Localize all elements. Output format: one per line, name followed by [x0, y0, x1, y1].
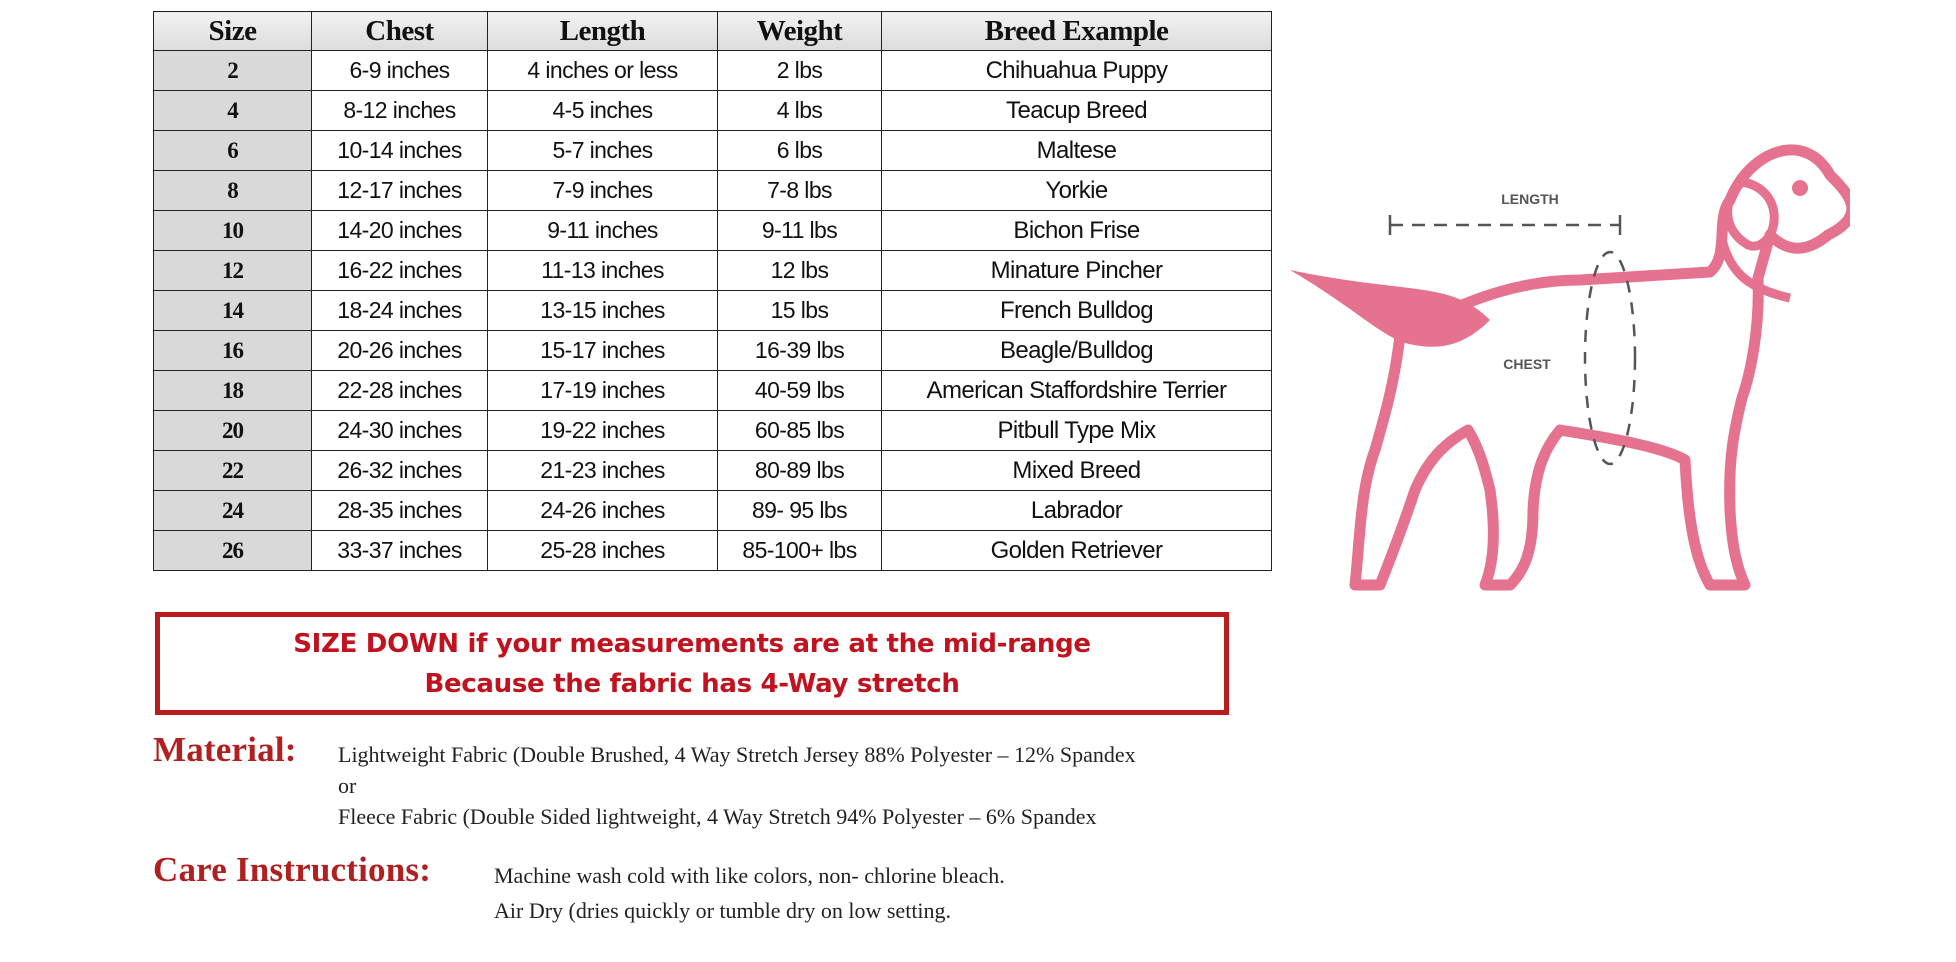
table-row	[154, 331, 1272, 371]
care-instructions-label: Care Instructions:	[153, 850, 432, 889]
breed-cell: Teacup Breed	[882, 91, 1272, 131]
weight-cell: 89- 95 lbs	[718, 491, 882, 531]
table-row	[154, 251, 1272, 291]
care-line-1: Machine wash cold with like colors, non- chlorine bleach.	[494, 863, 1005, 888]
chest-cell: 28-35 inches	[312, 491, 488, 531]
weight-cell: 60-85 lbs	[718, 411, 882, 451]
length-cell: 15-17 inches	[488, 331, 718, 371]
table-row	[154, 411, 1272, 451]
breed-cell: Labrador	[882, 491, 1272, 531]
weight-cell: 16-39 lbs	[718, 331, 882, 371]
table-row	[154, 371, 1272, 411]
length-cell: 21-23 inches	[488, 451, 718, 491]
notice-line-2: Because the fabric has 4-Way stretch	[424, 668, 960, 699]
chest-cell: 16-22 inches	[312, 251, 488, 291]
size-cell: 20	[154, 411, 312, 451]
length-cell: 5-7 inches	[488, 131, 718, 171]
chest-cell: 8-12 inches	[312, 91, 488, 131]
table-row	[154, 131, 1272, 171]
breed-cell: American Staffordshire Terrier	[882, 371, 1272, 411]
size-cell: 26	[154, 531, 312, 571]
chest-cell: 22-28 inches	[312, 371, 488, 411]
chest-cell: 10-14 inches	[312, 131, 488, 171]
chest-label: CHEST	[1503, 356, 1551, 372]
table-row	[154, 451, 1272, 491]
breed-cell: Golden Retriever	[882, 531, 1272, 571]
size-cell: 4	[154, 91, 312, 131]
chest-cell: 24-30 inches	[312, 411, 488, 451]
eye-icon	[1792, 180, 1808, 196]
length-cell: 24-26 inches	[488, 491, 718, 531]
chest-cell: 12-17 inches	[312, 171, 488, 211]
material-line-3: Fleece Fabric (Double Sided lightweight, 4 Way Stretch 94% Polyester – 6% Spandex	[338, 804, 1097, 829]
length-cell: 4 inches or less	[488, 51, 718, 91]
breed-cell: Beagle/Bulldog	[882, 331, 1272, 371]
header-size: Size	[154, 12, 312, 51]
size-cell: 6	[154, 131, 312, 171]
material-line-2: or	[338, 773, 357, 798]
dog-outline-icon	[1290, 150, 1850, 585]
header-weight: Weight	[718, 12, 882, 51]
length-cell: 17-19 inches	[488, 371, 718, 411]
breed-cell: Maltese	[882, 131, 1272, 171]
weight-cell: 15 lbs	[718, 291, 882, 331]
size-cell: 12	[154, 251, 312, 291]
size-cell: 16	[154, 331, 312, 371]
chest-cell: 20-26 inches	[312, 331, 488, 371]
notice-line-1: SIZE DOWN if your measurements are at the mid-range	[293, 628, 1091, 659]
table-row	[154, 291, 1272, 331]
header-length: Length	[488, 12, 718, 51]
ear-icon	[1728, 182, 1775, 246]
table-row	[154, 51, 1272, 91]
table-row	[154, 211, 1272, 251]
length-cell: 25-28 inches	[488, 531, 718, 571]
size-cell: 14	[154, 291, 312, 331]
weight-cell: 4 lbs	[718, 91, 882, 131]
size-down-notice	[155, 612, 1229, 715]
care-line-2: Air Dry (dries quickly or tumble dry on low setting.	[494, 898, 952, 923]
chest-cell: 33-37 inches	[312, 531, 488, 571]
weight-cell: 12 lbs	[718, 251, 882, 291]
length-cell: 4-5 inches	[488, 91, 718, 131]
size-cell: 18	[154, 371, 312, 411]
table-header-row	[154, 12, 1272, 51]
table-row	[154, 91, 1272, 131]
weight-cell: 80-89 lbs	[718, 451, 882, 491]
length-cell: 11-13 inches	[488, 251, 718, 291]
weight-cell: 2 lbs	[718, 51, 882, 91]
length-cell: 9-11 inches	[488, 211, 718, 251]
length-cell: 7-9 inches	[488, 171, 718, 211]
breed-cell: Chihuahua Puppy	[882, 51, 1272, 91]
weight-cell: 6 lbs	[718, 131, 882, 171]
weight-cell: 9-11 lbs	[718, 211, 882, 251]
length-measure-line	[1390, 215, 1620, 235]
table-row	[154, 171, 1272, 211]
size-cell: 22	[154, 451, 312, 491]
breed-cell: Mixed Breed	[882, 451, 1272, 491]
table-row	[154, 531, 1272, 571]
breed-cell: Yorkie	[882, 171, 1272, 211]
size-cell: 10	[154, 211, 312, 251]
header-chest: Chest	[312, 12, 488, 51]
chest-cell: 26-32 inches	[312, 451, 488, 491]
material-label: Material:	[153, 730, 297, 769]
size-cell: 24	[154, 491, 312, 531]
material-line-1: Lightweight Fabric (Double Brushed, 4 Way Stretch Jersey 88% Polyester – 12% Spandex	[338, 742, 1136, 767]
size-chart-table	[153, 11, 1272, 571]
dog-measurement-diagram	[1290, 130, 1850, 600]
breed-cell: Pitbull Type Mix	[882, 411, 1272, 451]
size-cell: 2	[154, 51, 312, 91]
chest-cell: 14-20 inches	[312, 211, 488, 251]
breed-cell: French Bulldog	[882, 291, 1272, 331]
size-cell: 8	[154, 171, 312, 211]
table-row	[154, 491, 1272, 531]
chest-cell: 18-24 inches	[312, 291, 488, 331]
length-label: LENGTH	[1501, 191, 1559, 207]
length-cell: 13-15 inches	[488, 291, 718, 331]
breed-cell: Bichon Frise	[882, 211, 1272, 251]
header-breed-example: Breed Example	[882, 12, 1272, 51]
breed-cell: Minature Pincher	[882, 251, 1272, 291]
weight-cell: 85-100+ lbs	[718, 531, 882, 571]
length-cell: 19-22 inches	[488, 411, 718, 451]
weight-cell: 40-59 lbs	[718, 371, 882, 411]
chest-cell: 6-9 inches	[312, 51, 488, 91]
weight-cell: 7-8 lbs	[718, 171, 882, 211]
